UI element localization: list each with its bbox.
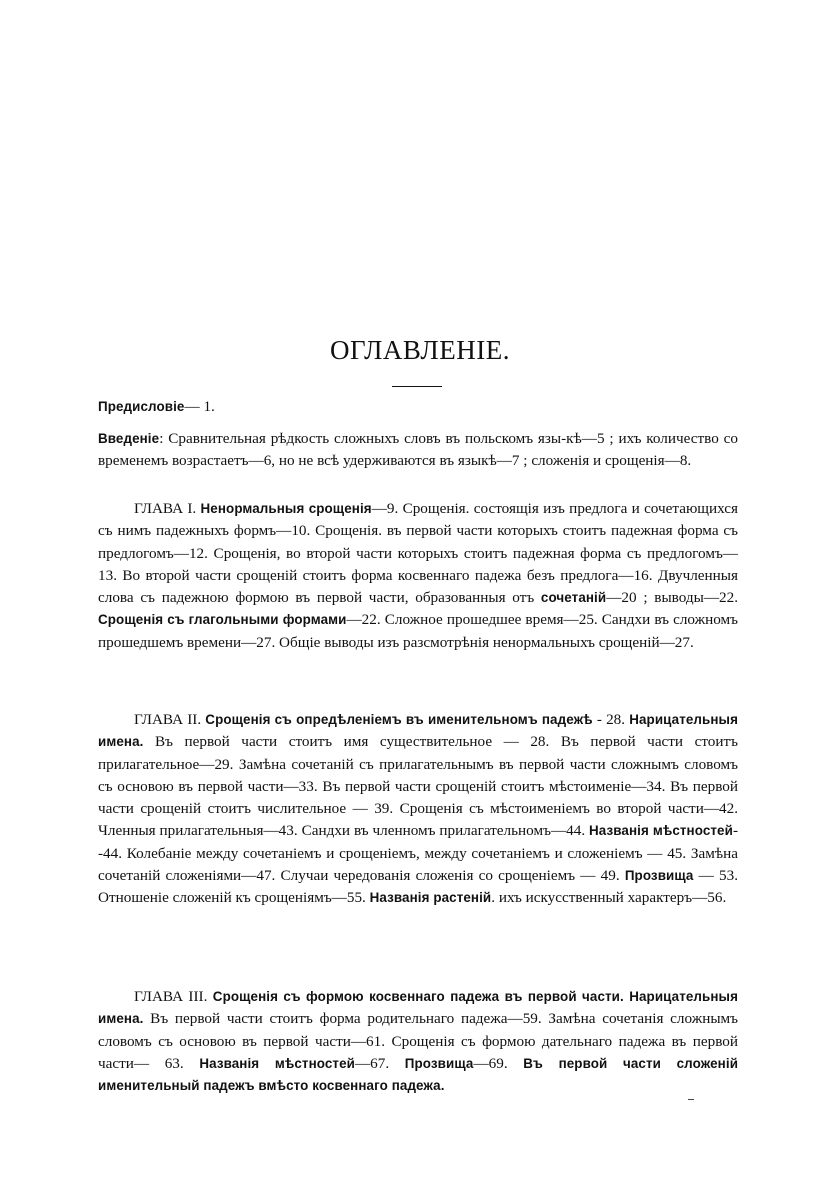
chapter-3-heading: ГЛАВА III. — [134, 988, 208, 1005]
chapter-1-topic-abnormal: Ненормальныя срощенія — [200, 501, 372, 516]
chapter-3-entry — [98, 986, 738, 1097]
chapter-3-topic-nicknames: Прозвища — [404, 1055, 474, 1071]
chapter-1-entry — [98, 498, 738, 654]
chapter-3-text-c: —69. — [473, 1054, 524, 1072]
chapter-2-text-b: Въ первой части стоитъ имя существительное — 28. Въ первой части стоитъ прилагательное—29. Замѣна сочетаній съ прилагательнымъ въ первой части сложнымъ словомъ съ основою въ первой части—33. Въ первой части срощеній стоитъ мѣстоименіе—34. Въ первой части срощеній стоитъ числительное — 39. Срощенія съ мѣстоименіемъ во второй части—42. Членныя прилагательныя—43. Сандхи въ членномъ прилагательномъ—44. — [98, 733, 738, 840]
preface-entry — [98, 396, 738, 418]
chapter-2-text-c: --44. Колебаніе между сочетаніемъ и срощеніемъ, между сочетаніемъ и сложеніемъ — 45. Замѣна сочетаній сложеніями—47. Случаи чередованія сложенія со срощеніемъ — 49. — [98, 822, 738, 885]
chapter-1-topic-verbal: Срощенія съ глагольными формами — [98, 612, 347, 628]
chapter-1-text-a: —9. Срощенія. состоящія изъ предлога и сочетающихся съ нимъ падежныхъ формъ—10. Срощенія. въ первой части которыхъ стоитъ падежная форма съ предлогомъ—12. Срощенія, во второй части которыхъ стоитъ падежная форма съ предлогомъ—13. Во второй части срощеній стоитъ форма косвеннаго падежа безъ предлога—16. Двучленныя слова съ падежною формою въ первой части, образованныя отъ — [98, 500, 738, 607]
chapter-3-topic-oblique: Срощенія съ формою косвеннаго падежа въ первой части. Нарицательныя имена. — [98, 989, 738, 1027]
chapter-3-topic-nominative-instead: Въ первой части сложеній именительный падежъ вмѣсто косвеннаго падежа. — [98, 1055, 739, 1094]
chapter-3-text-b: —67. — [354, 1054, 405, 1072]
preface-label: Предисловіе — [98, 399, 185, 414]
introduction-label: Введеніе — [98, 431, 160, 446]
introduction-text: : Сравнительная рѣдкость сложныхъ словъ въ польскомъ язы-кѣ—5 ; ихъ количество со временемъ возрастаетъ—6, но не всѣ удерживаются въ языкѣ—7 ; сложенія и срощенія—8. — [98, 430, 738, 470]
stray-mark — [688, 1099, 694, 1100]
chapter-1-heading: ГЛАВА I. — [134, 500, 197, 517]
chapter-2-text-d: — 53. Отношеніе сложеній къ срощеніямъ—55. — [98, 867, 739, 907]
chapter-2-topic-common-nouns: Нарицательныя имена. — [98, 712, 738, 750]
chapter-2-heading: ГЛАВА II. — [134, 711, 202, 728]
chapter-1-text-b: —20 ; выводы—22. — [606, 589, 738, 607]
chapter-3-text-a: Въ первой части стоитъ форма родительнаго падежа—59. Замѣна сочетанія сложнымъ словомъ съ основою въ первой части—61. Срощенія съ формою дательнаго падежа въ первой части— 63. — [98, 1010, 738, 1072]
preface-page: — 1. — [184, 398, 215, 415]
page-title: ОГЛАВЛЕНІЕ. — [330, 335, 510, 365]
chapter-2-text-e: . ихъ искусственный характеръ—56. — [491, 889, 727, 907]
title-divider — [392, 386, 442, 387]
chapter-2-topic-place-names: Названія мѣстностей — [589, 823, 733, 839]
chapter-2-entry — [98, 709, 738, 910]
chapter-2-topic-nicknames: Прозвища — [624, 868, 694, 884]
chapter-3-topic-place-names: Названія мѣстностей — [199, 1055, 355, 1071]
chapter-1-text-c: —22. Сложное прошедшее время—25. Сандхи въ сложномъ прошедшемъ времени—27. Общіе выводы изъ разсмотрѣнія ненормальныхъ срощеній—27. — [98, 611, 739, 651]
chapter-2-topic-plant-names: Названія растеній — [369, 890, 492, 906]
introduction-entry — [98, 428, 738, 473]
chapter-2-text-a: - 28. — [592, 711, 630, 728]
chapter-2-topic-nominative: Срощенія съ опредѣленіемъ въ именительномъ падежѣ — [205, 712, 593, 727]
chapter-1-topic-combinations: сочетаній — [540, 590, 607, 606]
